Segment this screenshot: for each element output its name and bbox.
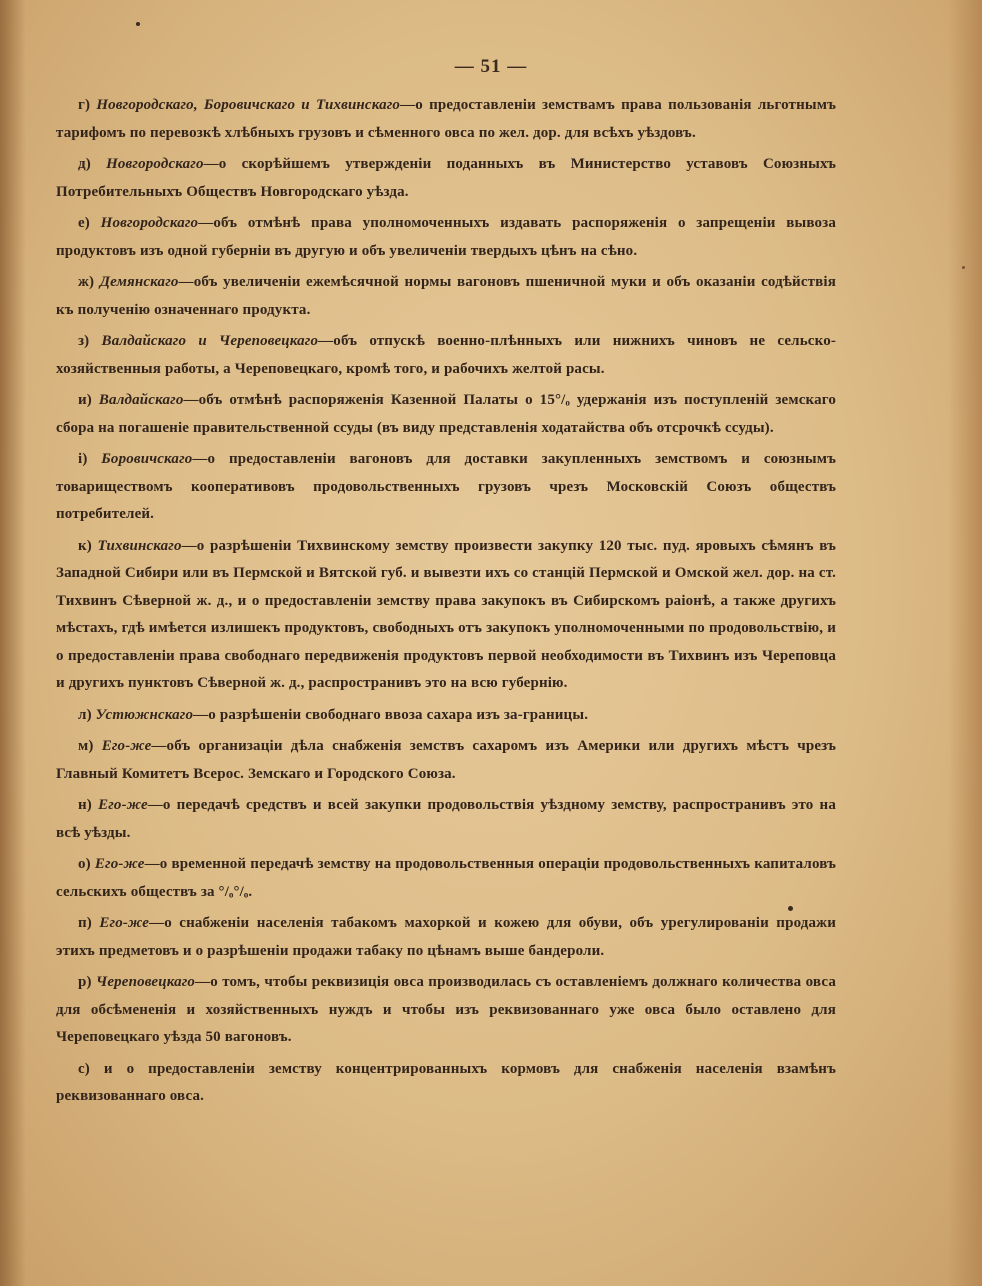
paragraph-r xyxy=(56,969,836,1052)
paragraph-text: —о разрѣшеніи свободнаго ввоза сахара изъ за-границы. xyxy=(193,706,589,723)
paragraph-l xyxy=(56,702,836,730)
item-marker: і) xyxy=(78,451,88,467)
paragraph-text: —о передачѣ средствъ и всей закупки продовольствія уѣздному земству, распространивъ это на всѣ уѣзды. xyxy=(56,797,836,841)
district-name: Валдайскаго и Череповецкаго xyxy=(101,333,319,349)
paragraph-text: —о томъ, чтобы реквизиція овса производилась съ оставленіемъ должнаго количества овса для обсѣмененія и хозяйственныхъ нуждъ и чтобы изъ реквизованнаго уже овса было оставлено для Череповецкаго уѣзда 50 вагоновъ. xyxy=(56,974,836,1045)
item-marker: з) xyxy=(78,333,90,349)
item-marker: л) xyxy=(78,706,92,723)
district-name: Тихвинскаго xyxy=(97,537,182,554)
item-marker: н) xyxy=(78,797,92,813)
paragraph-i xyxy=(56,387,836,442)
district-name: Демянскаго xyxy=(99,274,179,290)
paragraph-text: —объ увеличеніи ежемѣсячной нормы вагоновъ пшеничной муки и объ оказаніи содѣйствія къ полученію означеннаго продукта. xyxy=(56,274,836,318)
paper-speck xyxy=(962,266,965,269)
item-marker: р) xyxy=(78,974,92,990)
district-name: Череповецкаго xyxy=(95,974,196,990)
paragraph-d xyxy=(56,151,836,206)
district-name: Валдайскаго xyxy=(98,392,184,408)
item-marker: м) xyxy=(78,738,94,754)
paragraph-k xyxy=(56,533,836,698)
district-name: Новгородскаго xyxy=(100,215,199,231)
district-name: Его-же xyxy=(99,915,150,931)
paragraph-text: —о предоставленіи вагоновъ для доставки закупленныхъ земствомъ и союзнымъ товариществомъ кооперативовъ продовольственныхъ грузовъ чрезъ Московскій Союзъ обществъ потребителей. xyxy=(56,451,836,522)
paragraph-g xyxy=(56,92,836,147)
paragraph-text: —объ отпускѣ военно-плѣнныхъ или нижнихъ чиновъ не сельско-хозяйственныя работы, а Череповецкаго, кромѣ того, и рабочихъ желтой расы. xyxy=(56,333,837,377)
paragraph-text: —о снабженіи населенія табакомъ махоркой и кожею для обуви, объ урегулированіи продажи этихъ предметовъ и о разрѣшеніи продажи табаку по цѣнамъ выше бандероли. xyxy=(56,915,836,959)
paragraph-n xyxy=(56,792,836,847)
paragraph-p xyxy=(56,910,836,965)
item-marker: г) xyxy=(78,97,91,113)
paragraph-e xyxy=(56,210,836,265)
paragraph-text: и о предоставленіи земству концентрированныхъ кормовъ для снабженія населенія взамѣнъ реквизованнаго овса. xyxy=(56,1060,836,1104)
paragraph-text: —о скорѣйшемъ утвержденіи поданныхъ въ Министерство уставовъ Союзныхъ Потребительныхъ Обществъ Новгородскаго уѣзда. xyxy=(56,156,836,200)
paragraph-s xyxy=(56,1056,836,1111)
paragraph-text: —объ отмѣнѣ распоряженія Казенной Палаты о 15°/ₒ удержанія изъ поступленій земскаго сбора на погашеніе правительственной ссуды (въ виду представленія ходатайства объ отсрочкѣ ссуды). xyxy=(56,392,836,436)
paragraph-zh xyxy=(56,269,836,324)
district-name: Его-же xyxy=(98,797,148,813)
paragraph-m xyxy=(56,733,836,788)
item-marker: д) xyxy=(78,156,91,172)
paragraph-text: —о разрѣшеніи Тихвинскому земству произвести закупку 120 тыс. пуд. яровыхъ сѣмянъ въ Западной Сибири или въ Пермской и Вятской губ. и вывезти ихъ со станцій Пермской и Омской жел. дор. на ст. Тихвинъ Сѣверной ж. д., и о предоставленіи земству права закупокъ въ Сибирскомъ раіонѣ, а также другихъ мѣстахъ, гдѣ имѣется излишекъ продуктовъ, свободныхъ отъ закупокъ уполномоченными по продовольствію, и о предоставленіи права свободнаго передвиженія продуктовъ первой необходимости въ Тихвинъ изъ Череповца и другихъ пунктовъ Сѣверной ж. д., распространивъ это на всю губернію. xyxy=(56,537,836,691)
paragraph-text: —объ организаціи дѣла снабженія земствъ сахаромъ изъ Америки или другихъ мѣстъ чрезъ Главный Комитетъ Всерос. Земскаго и Городского Союза. xyxy=(56,738,837,782)
paper-speck xyxy=(136,22,140,26)
paragraph-text: —о предоставленіи земствамъ права пользованія льготнымъ тарифомъ по перевозкѣ хлѣбныхъ грузовъ и сѣменного овса по жел. дор. для всѣхъ уѣздовъ. xyxy=(56,97,836,141)
district-name: Новгородскаго xyxy=(106,156,204,172)
district-name: Боровичскаго xyxy=(101,451,193,467)
item-marker: к) xyxy=(78,537,92,554)
paragraph-o xyxy=(56,851,836,906)
item-marker: о) xyxy=(78,856,91,872)
district-name: Его-же xyxy=(101,738,152,754)
item-marker: е) xyxy=(78,215,90,231)
paragraph-i-dot xyxy=(56,446,836,529)
page-body xyxy=(56,92,836,1115)
item-marker: и) xyxy=(78,392,92,408)
paragraph-z xyxy=(56,328,836,383)
paragraph-text: —о временной передачѣ земству на продовольственныя операціи продовольственныхъ капиталовъ сельскихъ обществъ за °/ₒ°/ₒ. xyxy=(56,856,836,900)
page-number: — 51 — xyxy=(454,56,528,77)
paragraph-text: —объ отмѣнѣ права уполномоченныхъ издавать распоряженія о запрещеніи вывоза продуктовъ изъ одной губерніи въ другую и объ увеличеніи твердыхъ цѣнъ на сѣно. xyxy=(56,215,836,259)
item-marker: п) xyxy=(78,915,92,931)
district-name: Его-же xyxy=(94,856,145,872)
district-name: Новгородскаго, Боровичскаго и Тихвинскаго xyxy=(96,97,401,113)
district-name: Устюжнскаго xyxy=(95,706,194,723)
item-marker: с) xyxy=(78,1060,90,1077)
item-marker: ж) xyxy=(78,274,95,290)
